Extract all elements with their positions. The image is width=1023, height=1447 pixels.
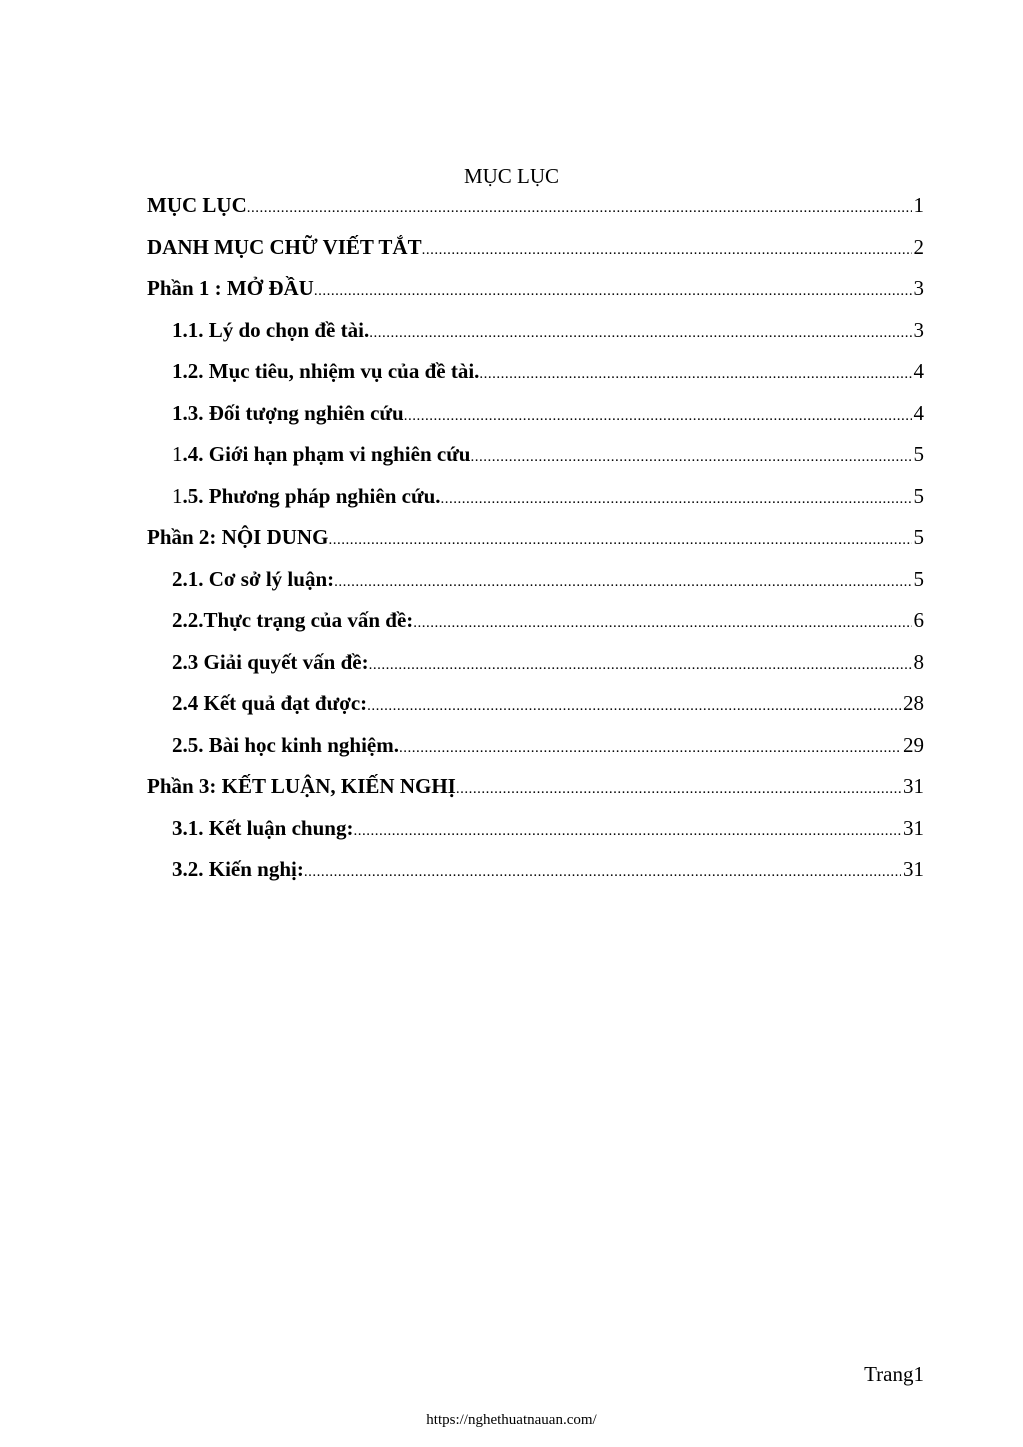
toc-entry-label bbox=[172, 813, 353, 843]
toc-entry-page: 5 bbox=[913, 483, 924, 508]
dot-leader bbox=[367, 691, 901, 721]
toc-entry-label bbox=[147, 232, 422, 262]
toc-entry-text: 2.3 Giải quyết vấn đề: bbox=[172, 649, 369, 674]
dot-leader bbox=[328, 525, 911, 555]
toc-entry[interactable] bbox=[147, 232, 924, 274]
toc-entry-page: 29 bbox=[903, 732, 924, 757]
toc-entry[interactable] bbox=[147, 771, 924, 813]
toc-entry-label bbox=[147, 273, 314, 303]
dot-leader bbox=[413, 608, 911, 638]
toc-entry[interactable] bbox=[147, 647, 924, 689]
toc-entry-page: 3 bbox=[913, 276, 924, 300]
toc-entry-text: MỤC LỤC bbox=[147, 193, 247, 217]
toc-entry-page: 28 bbox=[903, 691, 924, 715]
toc-entry-text: 2.5. Bài học kinh nghiệm. bbox=[172, 732, 399, 757]
toc-entry-page: 31 bbox=[903, 815, 924, 840]
toc-entry-prefix: 1 bbox=[172, 442, 183, 466]
toc-entry-text: 3.1. Kết luận chung: bbox=[172, 815, 354, 840]
toc-entry[interactable] bbox=[147, 854, 924, 896]
toc-entry[interactable] bbox=[147, 688, 924, 730]
dot-leader bbox=[404, 401, 912, 431]
toc-entry-text: Phần 3: KẾT LUẬN, KIẾN NGHỊ bbox=[147, 774, 456, 798]
toc-entry[interactable] bbox=[147, 398, 924, 440]
toc-entry-label bbox=[172, 854, 304, 884]
toc-entry-text: 1.1. Lý do chọn đề tài. bbox=[172, 317, 370, 342]
toc-entry[interactable] bbox=[147, 481, 924, 523]
dot-leader bbox=[479, 359, 911, 389]
toc-entry[interactable] bbox=[147, 273, 924, 315]
toc-entry-page: 2 bbox=[913, 234, 924, 259]
toc-entry[interactable] bbox=[147, 605, 924, 647]
toc-entry-label bbox=[172, 439, 470, 469]
dot-leader bbox=[304, 857, 901, 887]
toc-entry[interactable] bbox=[147, 190, 924, 232]
toc-entry-page: 1 bbox=[913, 193, 924, 217]
toc-entry-label bbox=[172, 398, 404, 428]
toc-entry-page: 4 bbox=[913, 359, 924, 383]
toc-entry-label bbox=[147, 522, 328, 552]
toc-entry-label bbox=[172, 481, 441, 511]
dot-leader bbox=[441, 484, 912, 514]
toc-entry-page: 5 bbox=[913, 566, 924, 591]
toc-entry-label bbox=[172, 356, 479, 386]
toc-entry[interactable] bbox=[147, 315, 924, 357]
dot-leader bbox=[399, 733, 901, 763]
toc-entry-label bbox=[172, 315, 369, 345]
page-title: MỤC LỤC bbox=[463, 164, 560, 188]
toc-entry-page: 31 bbox=[903, 857, 924, 881]
toc-entry-page: 5 bbox=[913, 525, 924, 549]
dot-leader bbox=[247, 193, 912, 223]
toc-entry-page: 3 bbox=[913, 317, 924, 342]
toc-entry-label bbox=[172, 688, 367, 718]
toc-entry-label bbox=[172, 647, 369, 677]
toc-entry-text: 3.2. Kiến nghị: bbox=[172, 857, 304, 881]
dot-leader bbox=[353, 816, 901, 846]
toc-entry-label bbox=[147, 771, 456, 801]
toc-entry[interactable] bbox=[147, 439, 924, 481]
toc-entry-label bbox=[172, 564, 334, 594]
dot-leader bbox=[314, 276, 912, 306]
toc-entry-label bbox=[172, 730, 399, 760]
toc-entry-text: DANH MỤC CHỮ VIẾT TẮT bbox=[147, 234, 422, 259]
dot-leader bbox=[456, 774, 901, 804]
toc-entry-text: 2.2.Thực trạng của vấn đề: bbox=[172, 608, 414, 632]
dot-leader bbox=[470, 442, 911, 472]
dot-leader bbox=[369, 318, 911, 348]
toc-entry-text: 1.3. Đối tượng nghiên cứu bbox=[172, 400, 404, 425]
table-of-contents bbox=[147, 190, 924, 896]
toc-entry[interactable] bbox=[147, 356, 924, 398]
dot-leader bbox=[369, 650, 912, 680]
toc-entry-label bbox=[172, 605, 413, 635]
page-number: Trang1 bbox=[864, 1362, 924, 1386]
toc-entry[interactable] bbox=[147, 730, 924, 772]
toc-entry-page: 4 bbox=[913, 400, 924, 425]
toc-entry-text: .4. Giới hạn phạm vi nghiên cứu bbox=[182, 442, 471, 466]
toc-entry-text: Phần 2: NỘI DUNG bbox=[147, 525, 329, 549]
toc-entry-page: 8 bbox=[913, 649, 924, 674]
toc-entry-label bbox=[147, 190, 247, 220]
toc-entry-page: 31 bbox=[903, 774, 924, 798]
toc-entry-text: .5. Phương pháp nghiên cứu. bbox=[182, 483, 441, 508]
toc-entry[interactable] bbox=[147, 813, 924, 855]
toc-entry-page: 6 bbox=[913, 608, 924, 632]
toc-entry-text: Phần 1 : MỞ ĐẦU bbox=[147, 276, 314, 300]
toc-entry[interactable] bbox=[147, 522, 924, 564]
dot-leader bbox=[422, 235, 912, 265]
dot-leader bbox=[334, 567, 911, 597]
source-url[interactable]: https://nghethuatnauan.com/ bbox=[426, 1412, 597, 1428]
toc-entry-text: 2.4 Kết quả đạt được: bbox=[172, 691, 368, 715]
toc-entry-prefix: 1 bbox=[172, 483, 183, 508]
toc-entry-text: 1.2. Mục tiêu, nhiệm vụ của đề tài. bbox=[172, 359, 480, 383]
toc-entry-page: 5 bbox=[913, 442, 924, 466]
toc-entry[interactable] bbox=[147, 564, 924, 606]
toc-entry-text: 2.1. Cơ sở lý luận: bbox=[172, 566, 335, 591]
